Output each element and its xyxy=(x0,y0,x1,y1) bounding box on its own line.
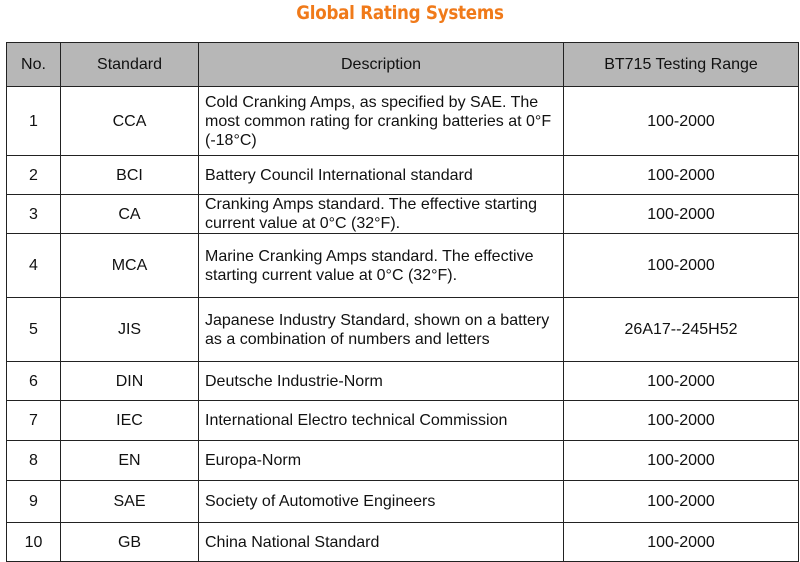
cell-description: Marine Cranking Amps standard. The effective starting current value at 0°C (32°F). xyxy=(199,234,564,298)
table-row xyxy=(7,234,799,298)
cell-range: 100-2000 xyxy=(564,234,799,298)
cell-description: Battery Council International standard xyxy=(199,156,564,195)
header-standard: Standard xyxy=(61,43,199,87)
cell-range: 100-2000 xyxy=(564,441,799,481)
cell-no: 9 xyxy=(7,481,61,523)
cell-range: 100-2000 xyxy=(564,481,799,523)
cell-description: Society of Automotive Engineers xyxy=(199,481,564,523)
cell-standard: BCI xyxy=(61,156,199,195)
cell-description: China National Standard xyxy=(199,523,564,562)
cell-no: 10 xyxy=(7,523,61,562)
cell-range: 26A17--245H52 xyxy=(564,298,799,362)
table-row xyxy=(7,523,799,562)
table-row xyxy=(7,362,799,401)
cell-standard: MCA xyxy=(61,234,199,298)
cell-standard: DIN xyxy=(61,362,199,401)
table-row xyxy=(7,195,799,234)
cell-no: 5 xyxy=(7,298,61,362)
cell-description: Cold Cranking Amps, as specified by SAE. The most common rating for cranking batteries at 0°F (-18°C) xyxy=(199,87,564,156)
cell-range: 100-2000 xyxy=(564,87,799,156)
cell-description: Cranking Amps standard. The effective starting current value at 0°C (32°F). xyxy=(199,195,564,234)
cell-standard: SAE xyxy=(61,481,199,523)
table-header-row xyxy=(7,43,799,87)
cell-no: 1 xyxy=(7,87,61,156)
table-row xyxy=(7,401,799,441)
table-row xyxy=(7,298,799,362)
cell-description: International Electro technical Commission xyxy=(199,401,564,441)
cell-no: 8 xyxy=(7,441,61,481)
cell-standard: GB xyxy=(61,523,199,562)
cell-standard: CCA xyxy=(61,87,199,156)
page-title: Global Rating Systems xyxy=(296,2,504,24)
cell-description: Japanese Industry Standard, shown on a battery as a combination of numbers and letters xyxy=(199,298,564,362)
header-no: No. xyxy=(7,43,61,87)
table-row xyxy=(7,156,799,195)
table-row xyxy=(7,441,799,481)
cell-standard: EN xyxy=(61,441,199,481)
cell-no: 6 xyxy=(7,362,61,401)
table-row xyxy=(7,481,799,523)
header-range: BT715 Testing Range xyxy=(564,43,799,87)
cell-standard: IEC xyxy=(61,401,199,441)
cell-no: 7 xyxy=(7,401,61,441)
rating-systems-table xyxy=(6,42,799,562)
cell-range: 100-2000 xyxy=(564,523,799,562)
cell-range: 100-2000 xyxy=(564,195,799,234)
cell-range: 100-2000 xyxy=(564,362,799,401)
cell-no: 2 xyxy=(7,156,61,195)
cell-range: 100-2000 xyxy=(564,401,799,441)
cell-description: Europa-Norm xyxy=(199,441,564,481)
cell-standard: CA xyxy=(61,195,199,234)
cell-no: 4 xyxy=(7,234,61,298)
table-row xyxy=(7,87,799,156)
header-description: Description xyxy=(199,43,564,87)
cell-no: 3 xyxy=(7,195,61,234)
cell-standard: JIS xyxy=(61,298,199,362)
cell-range: 100-2000 xyxy=(564,156,799,195)
cell-description: Deutsche Industrie-Norm xyxy=(199,362,564,401)
